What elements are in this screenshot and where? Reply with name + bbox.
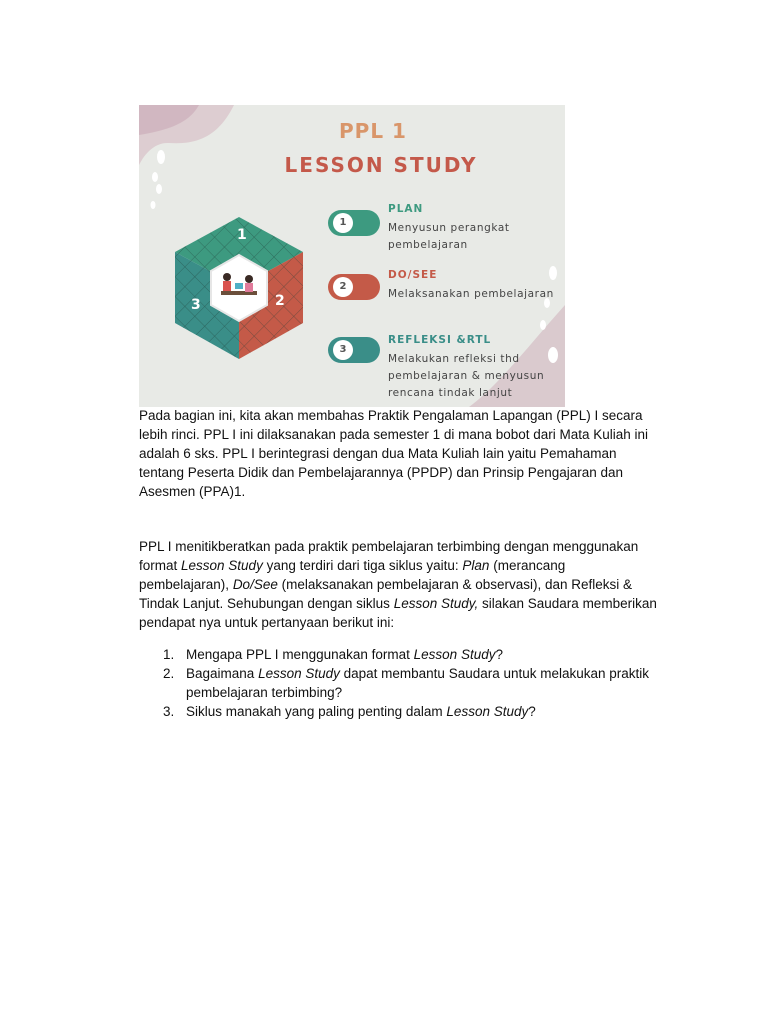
question-text: Bagaimana bbox=[186, 666, 259, 681]
hex-label-2: 2 bbox=[275, 293, 285, 309]
question-text-end: dapat membantu Saudara untuk melakukan praktik pembelajaran terbimbing? bbox=[186, 666, 650, 700]
step-2-title: DO/SEE bbox=[388, 269, 438, 281]
question-number: 2. bbox=[163, 666, 175, 681]
question-italic: Lesson Study bbox=[258, 666, 340, 681]
question-text-end: ? bbox=[528, 704, 536, 719]
question-item bbox=[163, 664, 663, 702]
question-item bbox=[163, 645, 663, 664]
step-1-title: PLAN bbox=[388, 203, 424, 215]
step-2-number: 2 bbox=[333, 277, 353, 297]
p2-text-5: silakan Saudara memberikan pendapat nya untuk pertanyaan berikut ini: bbox=[139, 596, 657, 630]
question-number: 3. bbox=[163, 704, 175, 719]
p2-text-3: (merancang pembelajaran), bbox=[139, 558, 566, 592]
p2-text-1: PPL I menitikberatkan pada praktik pembelajaran terbimbing dengan menggunakan format bbox=[139, 539, 639, 573]
question-text: Siklus manakah yang paling penting dalam bbox=[186, 704, 447, 719]
p2-text-4: (melaksanakan pembelajaran & observasi), dan Refleksi & Tindak Lanjut. Sehubungan dengan siklus bbox=[139, 577, 633, 611]
p2-italic-3: Do/See bbox=[232, 577, 278, 592]
step-3-title: REFLEKSI &RTL bbox=[388, 334, 492, 346]
p2-italic-1: Lesson Study bbox=[181, 558, 263, 573]
hex-label-3: 3 bbox=[191, 297, 201, 313]
question-list bbox=[163, 645, 663, 721]
p2-italic-2: Plan bbox=[462, 558, 490, 573]
step-1-pill bbox=[328, 210, 380, 236]
intro-paragraph: Pada bagian ini, kita akan membahas Praktik Pengalaman Lapangan (PPL) I secara lebih rinci. PPL I ini dilaksanakan pada semester 1 di mana bobot dari Mata Kuliah ini adalah 6 sks. PPL I berintegrasi dengan dua Mata Kuliah lain yaitu Pemahaman tentang Peserta Didik dan Pembelajarannya (PPDP) dan Prinsip Pengajaran dan Asesmen (PPA)1. bbox=[139, 408, 649, 499]
question-italic: Lesson Study bbox=[413, 647, 496, 662]
cycle-hexagon bbox=[175, 217, 303, 359]
question-text-end: ? bbox=[495, 647, 503, 662]
step-3-number: 3 bbox=[333, 340, 353, 360]
step-3-desc: Melakukan refleksi thd pembelajaran & menyusun rencana tindak lanjut bbox=[388, 353, 545, 399]
infographic-subtitle: PPL 1 bbox=[339, 119, 407, 143]
hex-label-1: 1 bbox=[237, 227, 247, 243]
question-text: Mengapa PPL I menggunakan format bbox=[186, 647, 414, 662]
question-item bbox=[163, 702, 663, 721]
step-2-pill bbox=[328, 274, 380, 300]
step-1-desc: Menyusun perangkat pembelajaran bbox=[388, 222, 510, 251]
p2-text-2: yang terdiri dari tiga siklus yaitu: bbox=[262, 558, 463, 573]
infographic-title: LESSON STUDY bbox=[284, 153, 478, 177]
step-3-pill bbox=[328, 337, 380, 363]
question-italic: Lesson Study bbox=[446, 704, 529, 719]
question-number: 1. bbox=[163, 647, 175, 662]
step-2-desc: Melaksanakan pembelajaran bbox=[388, 288, 554, 300]
step-1-number: 1 bbox=[333, 213, 353, 233]
lesson-study-infographic bbox=[139, 105, 565, 407]
lesson-study-paragraph bbox=[139, 537, 659, 632]
p2-italic-4: Lesson Study, bbox=[393, 596, 479, 611]
